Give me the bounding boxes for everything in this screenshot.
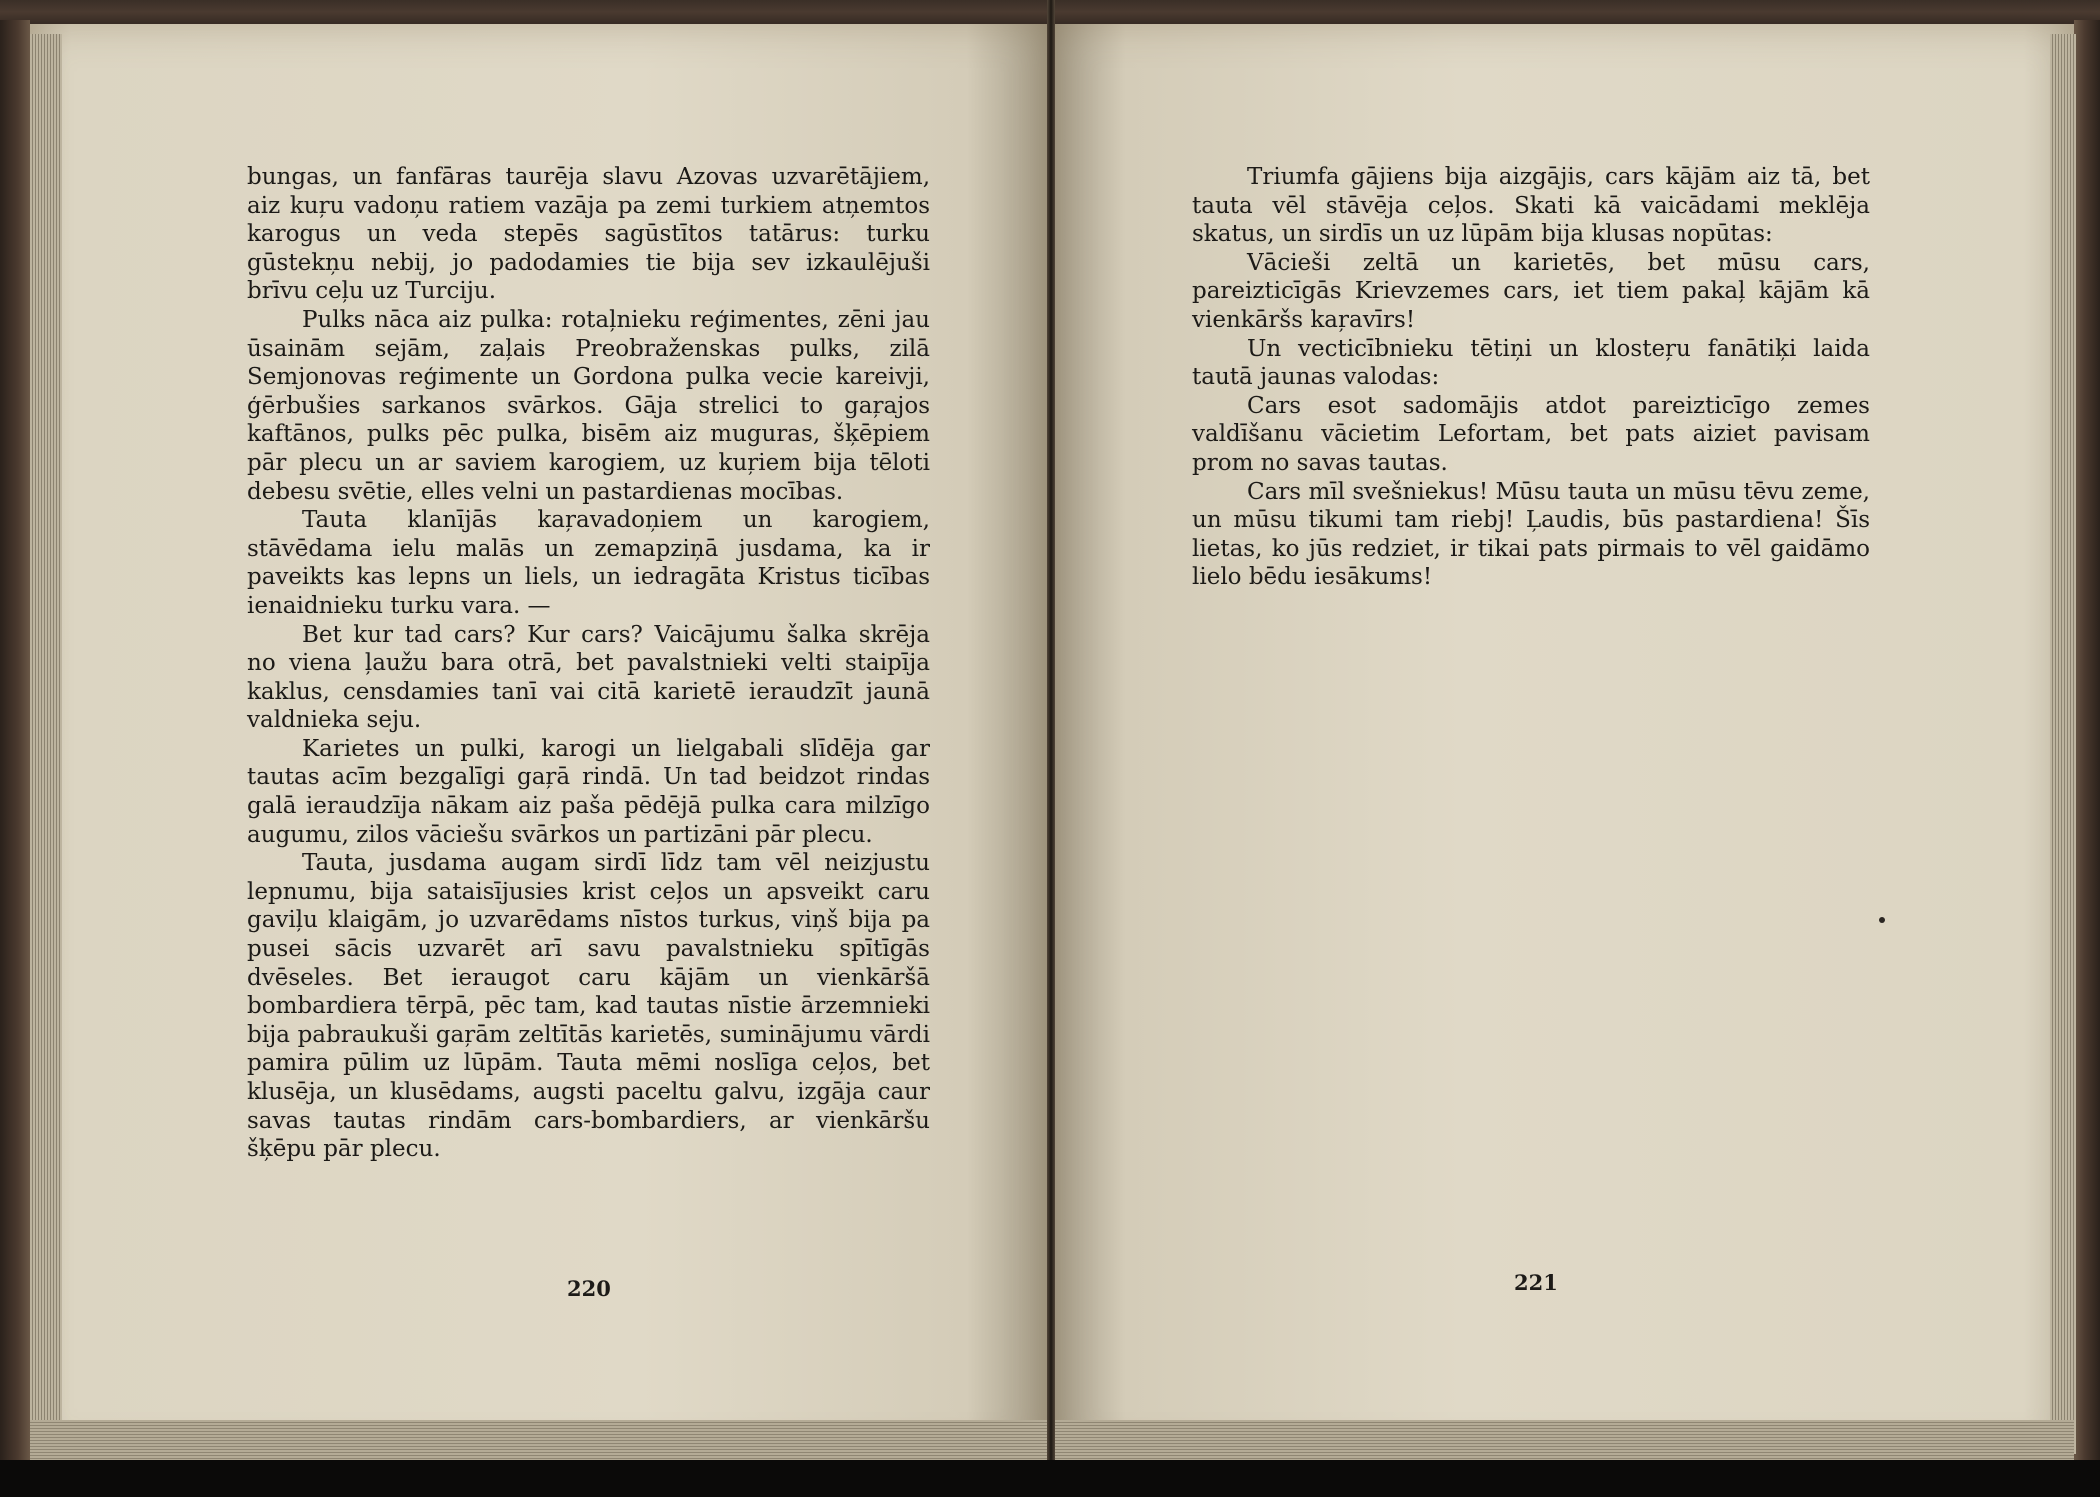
book-gutter <box>1047 0 1055 1460</box>
left-page-stack-edge <box>30 34 62 1454</box>
right-page-stack-edge <box>2050 34 2076 1454</box>
paragraph: Pulks nāca aiz pulka: rotaļnieku reģimentes, zēni jau ūsainām sejām, zaļais Preobraženskas pulks, zilā Semjonovas reģimente un Gordona pulka vecie kareivji, ģērbušies sarkanos svārkos. Gāja strelici to gaŗajos kaftānos, pulks pēc pulka, bisēm aiz muguras, šķēpiem pār plecu un ar saviem karogiem, uz kuŗiem bija tēloti debesu svētie, elles velni un pastardienas mocības. <box>247 306 930 505</box>
left-bottom-page-edges <box>30 1420 1048 1460</box>
right-page-number: 221 <box>1514 1270 1558 1295</box>
paragraph: Bet kur tad cars? Kur cars? Vaicājumu šalka skrēja no viena ļaužu bara otrā, bet pavalstnieki velti staipīja kaklus, censdamies tanī vai citā karietē ieraudzīt jaunā valdnieka seju. <box>247 621 930 734</box>
paragraph: Tauta, jusdama augam sirdī līdz tam vēl neizjustu lepnumu, bija sataisījusies krist ceļos un apsveikt caru gaviļu klaigām, jo uzvarēdams nīstos turkus, viņš bija pa pusei sācis uzvarēt arī savu pavalstnieku spītīgās dvēseles. Bet ieraugot caru kājām un vienkāršā bombardiera tērpā, pēc tam, kad tautas nīstie ārzemnieki bija pabraukuši gaŗām zeltītās karietēs, suminājumu vārdi pamira pūlim uz lūpām. Tauta mēmi noslīga ceļos, bet klusēja, un klusēdams, augsti paceltu galvu, izgāja caur savas tautas rindām cars-bombardiers, ar vienkāršu šķēpu pār plecu. <box>247 850 930 1163</box>
paragraph: bungas, un fanfāras taurēja slavu Azovas uzvarētājiem, aiz kuŗu vadoņu ratiem vazāja pa zemi turkiem atņemtos karogus un veda stepēs sagūstītos tatārus: turku gūstekņu nebij, jo padodamies tie bija sev izkaulējuši brīvu ceļu uz Turciju. <box>247 164 930 305</box>
right-page-text <box>1192 163 1870 592</box>
paragraph: Cars esot sadomājis atdot pareizticīgo zemes valdīšanu vācietim Lefortam, bet pats aiziet pavisam prom no savas tautas. <box>1192 392 1870 476</box>
right-bottom-page-edges <box>1054 1420 2074 1460</box>
paragraph: Triumfa gājiens bija aizgājis, cars kājām aiz tā, bet tauta vēl stāvēja ceļos. Skati kā vaicādami meklēja skatus, un sirdīs un uz lūpām bija klusas nopūtas: <box>1192 164 1870 248</box>
left-page-number: 220 <box>567 1276 611 1301</box>
paragraph: Karietes un pulki, karogi un lielgabali slīdēja gar tautas acīm bezgalīgi gaŗā rindā. Un tad beidzot rindas galā ieraudzīja nākam aiz paša pēdējā pulka cara milzīgo augumu, zilos vāciešu svārkos un partizāni pār plecu. <box>247 735 930 848</box>
paragraph: Tauta klanījās kaŗavadoņiem un karogiem, stāvēdama ielu malās un zemapziņā jusdama, ka ir paveikts kas lepns un liels, un iedragāta Kristus ticības ienaidnieku turku vara. — <box>247 507 930 619</box>
paragraph: Vācieši zeltā un karietēs, bet mūsu cars, pareizticīgās Krievzemes cars, iet tiem pakaļ kājām kā vienkāršs kaŗavīrs! <box>1192 249 1870 333</box>
book-cover-left-edge <box>0 20 30 1460</box>
paragraph: Cars mīl svešniekus! Mūsu tauta un mūsu tēvu zeme, un mūsu tikumi tam riebj! Ļaudis, būs pastardiena! Šīs lietas, ko jūs redziet, ir tikai pats pirmais to vēl gaidāmo lielo bēdu iesākums! <box>1192 478 1870 591</box>
ink-speck <box>1879 917 1885 923</box>
left-page-text <box>247 163 930 1164</box>
paragraph: Un vecticībnieku tētiņi un klosteŗu fanātiķi laida tautā jaunas valodas: <box>1192 335 1870 391</box>
book-cover-right-edge <box>2074 20 2100 1460</box>
